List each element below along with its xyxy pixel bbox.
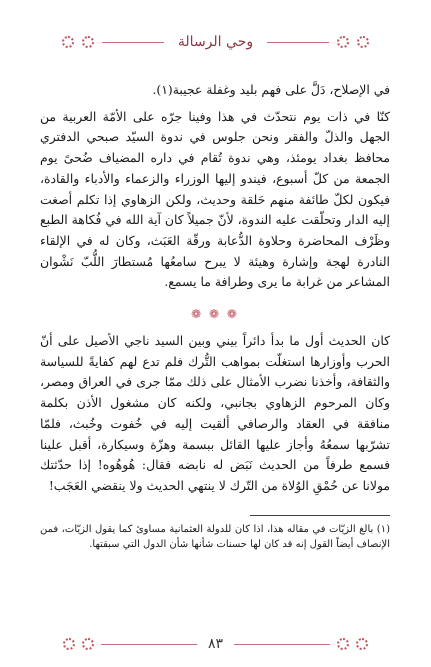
header-rosette-icon [62, 36, 74, 48]
page-footer [0, 632, 431, 656]
footer-rule [101, 644, 197, 645]
section-separator-icon: ❁ ❁ ❁ [191, 307, 239, 322]
paragraph-3: كان الحديث أول ما بدأ دائراً بيني وبين السيد ناجي الأصيل على أنّ الحرب وأوزارها استغلّت بمواهب التُّرك فلم تدع لهم كفايةً للسياسة والثقافة، وأخذنا نضرب الأمثال على ذلك ممّا جرى في العراق ومصر، وكان المرحوم الزهاوي بجانبي، ولكنه كان مشغول الأذن بكلمة منافقة في العقاد والرصافي ألقيت إليه في خُفوت وخُبث، فلمّا تشرّبها سمعُهُ وأجاز عليها القائل ببسمة وهزّة وسيكارة، أقبل علينا فسمع طرفاً من الحديث نَبَض له نابضه فقال: هُوهُوه! إذا حدّثتك مولانا عن حُمْقِ الوُلاة من التّرك لا ينتهي الحديث ولا ينقضي العَجَب! [40, 333, 390, 493]
footer-rosette-icon [356, 638, 368, 650]
page-number: ٨٣ [207, 636, 224, 652]
running-title: وحي الرسالة [177, 34, 254, 50]
paragraph-1: في الإصلاح، دَلَّ على فهم بليد وغفلة عجيبة(١). [152, 82, 390, 97]
footnote-rule [250, 515, 390, 516]
header-rule [102, 42, 164, 43]
header-rosette-icon [337, 36, 349, 48]
footer-rosette-icon [337, 638, 349, 650]
page-header [0, 30, 431, 54]
footer-rule [234, 644, 330, 645]
header-rosette-icon [357, 36, 369, 48]
header-rosette-icon [82, 36, 94, 48]
footer-rosette-icon [63, 638, 75, 650]
header-rule [267, 42, 329, 43]
paragraph-2: كنّا في ذات يوم نتحدّث في هذا وفينا جرّه على الأمّة العربية من الجهل والذلّ والفقر ونحن جلوس في ندوة السيّد صبحي الدفتري محافظ بغداد يومئذ، وهي ندوة تُقام في داره المضياف ضُحىً يوم الجمعة من كلّ أسبوع، فيندو إليها الوزراء والزعماء والأدباء والقادة، فيكون لكلّ طائفة منهم حَلقة وحديث، ولكن الزهاوي إذا تكلم أصغت إليه الدار وتحلّقت عليه الندوة، لأنّ جميلاً كان آية الله في فُكاهة الطبع وظَرْف المحاضرة وحلاوة الدُّعابة ورقّة العَبَث، وكان له في الإلقاء النادرة لهجة وإشارة وهيئة لا يبرح سامعُها مُستطارَ اللُّبّ نَشْوان المشاعر من غرابة ما يرى وطرافة ما يسمع. [40, 108, 390, 290]
footer-rosette-icon [82, 638, 94, 650]
page-body [40, 80, 390, 552]
footnote: (١) بالغ الزيّات في مقاله هذا، اذا كان للدولة العثمانية مساوئ كما يقول الزيّات، فمن الإنصاف أيضاً القول إنه قد كان لها حسنات شأنها شأن الدول التي سبقتها. [40, 523, 390, 550]
